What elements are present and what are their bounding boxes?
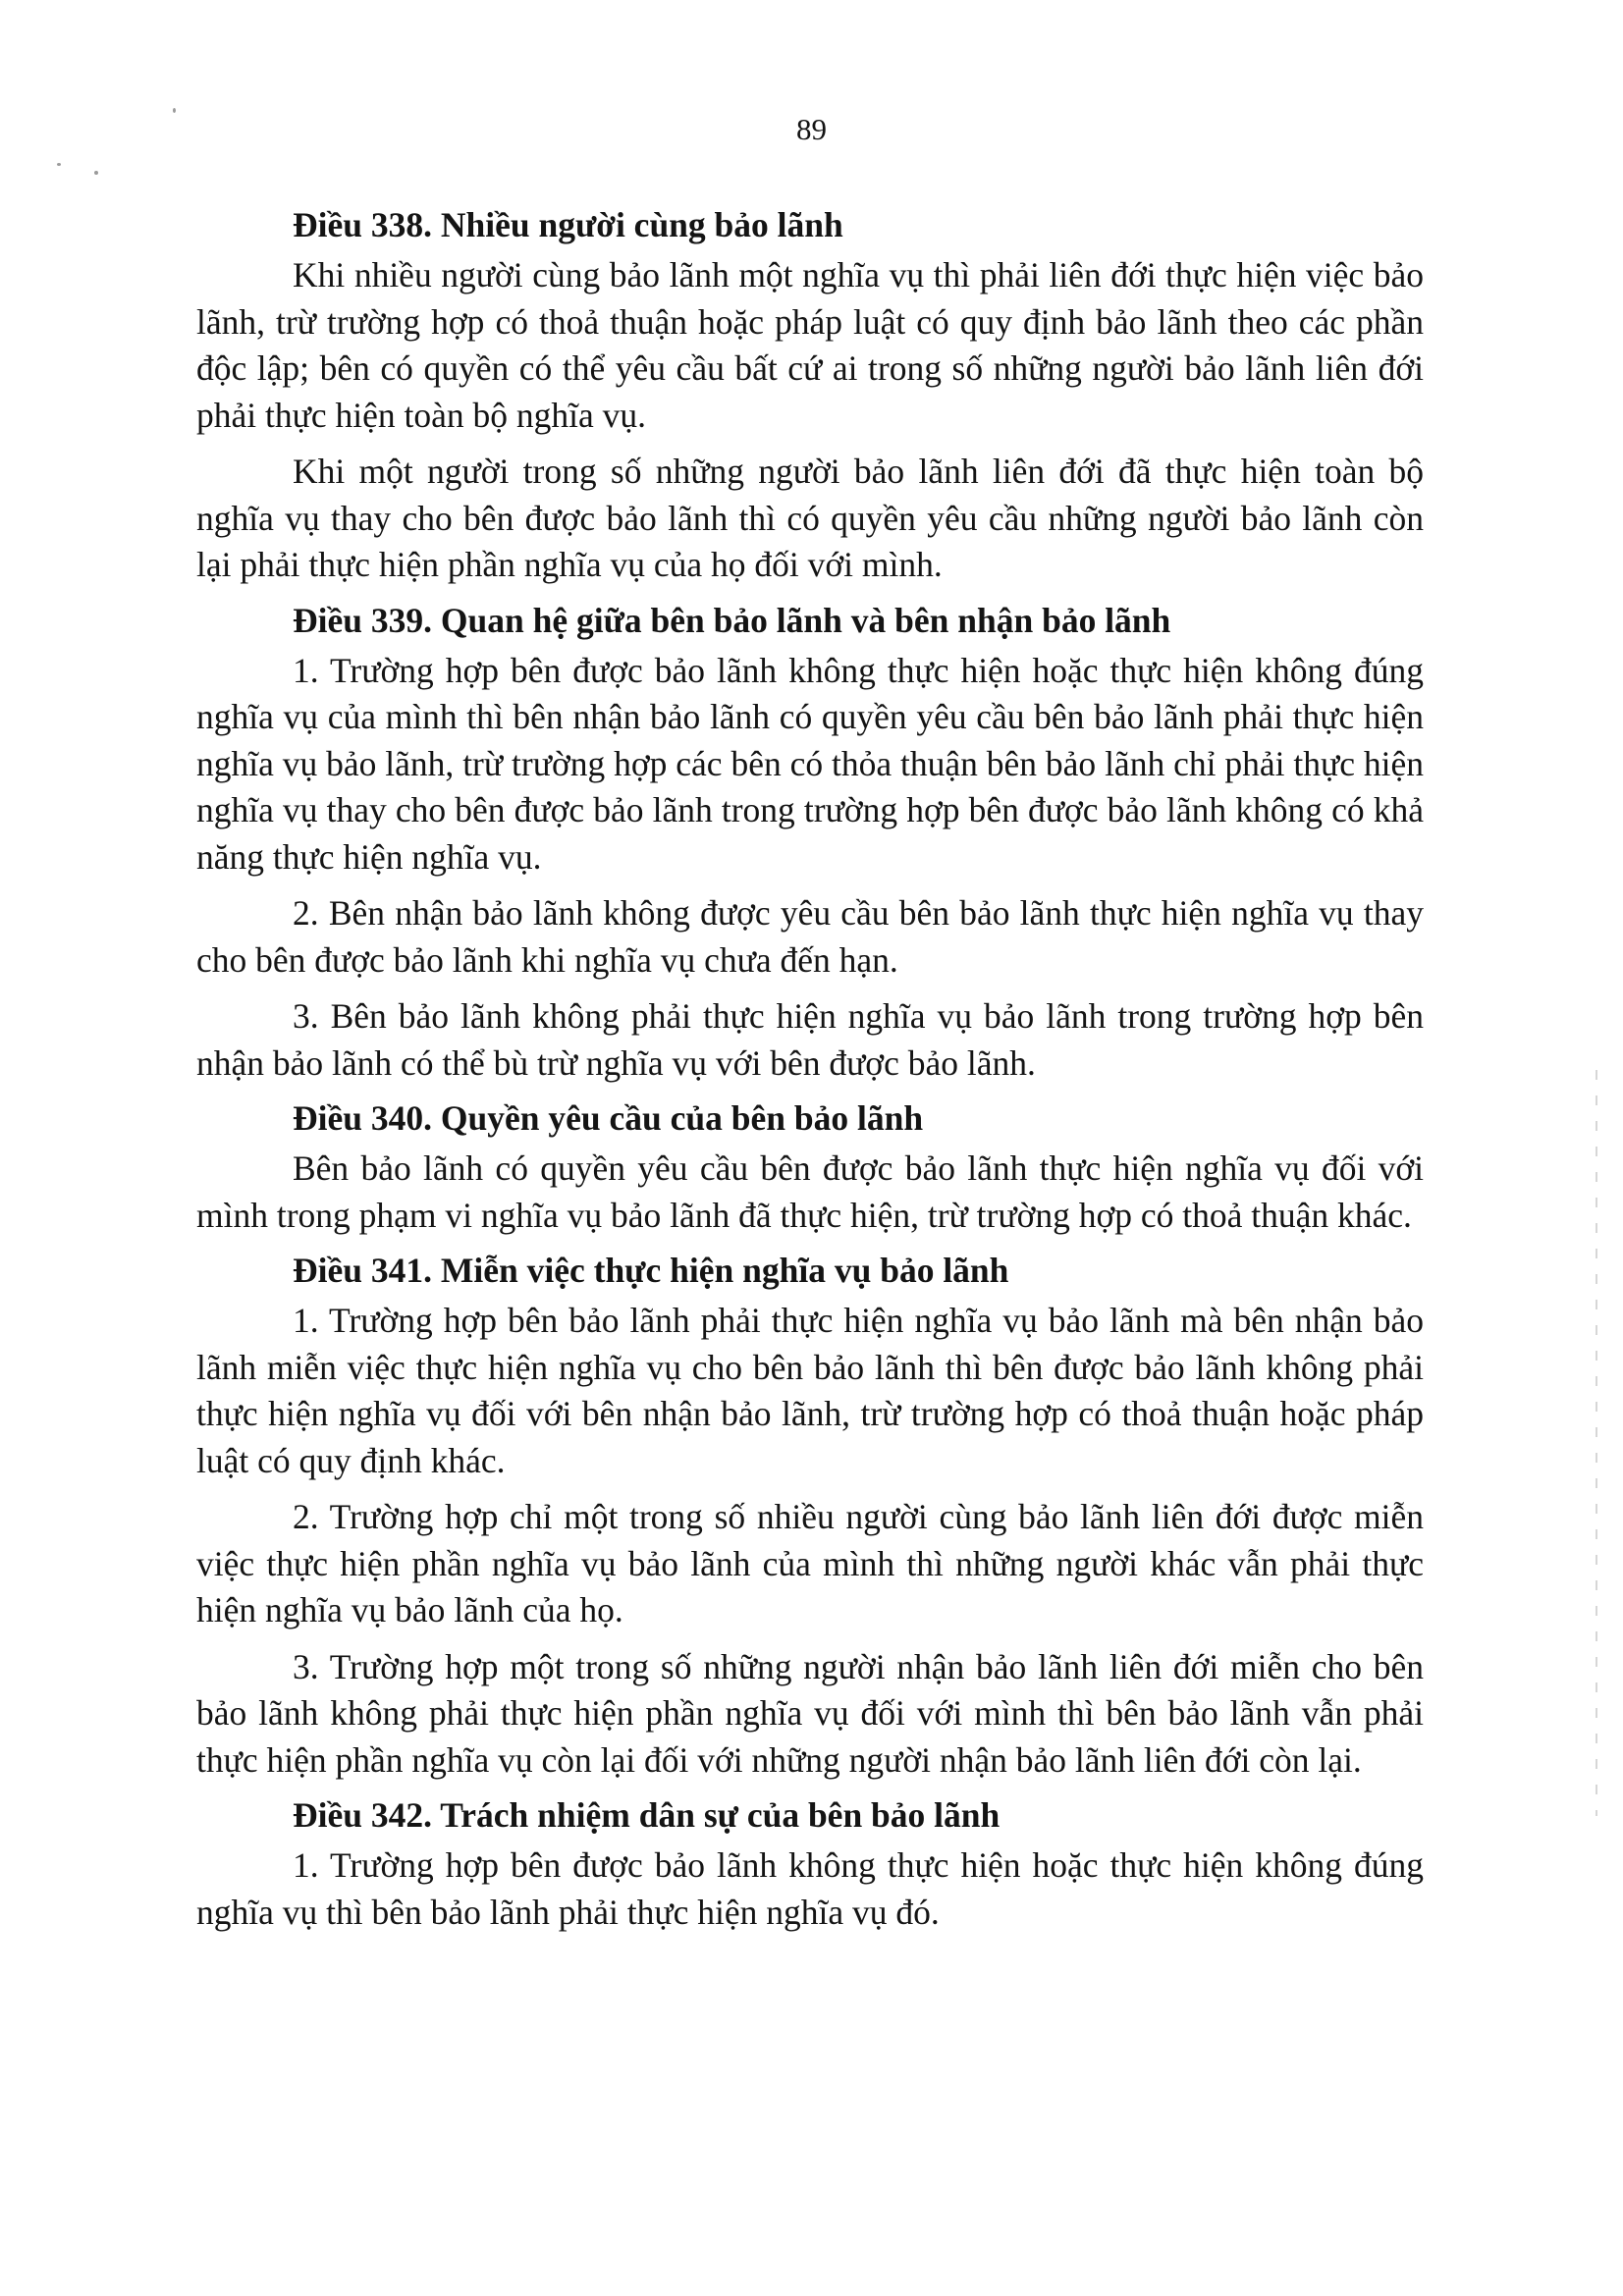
scan-edge-mark: [1596, 1070, 1597, 1816]
paragraph: 2. Trường hợp chỉ một trong số nhiều người cùng bảo lãnh liên đới được miễn việc thực hiện phần nghĩa vụ bảo lãnh của mình thì những người khác vẫn phải thực hiện nghĩa vụ bảo lãnh của họ.: [196, 1497, 1424, 1629]
scan-speck: [94, 171, 98, 175]
article-body: [196, 202, 1424, 1936]
paragraph: 3. Bên bảo lãnh không phải thực hiện nghĩa vụ bảo lãnh trong trường hợp bên nhận bảo lãnh có thể bù trừ nghĩa vụ với bên được bảo lãnh.: [196, 996, 1424, 1083]
scan-speck: [57, 163, 61, 166]
page-number: 89: [796, 112, 827, 146]
paragraph: Khi nhiều người cùng bảo lãnh một nghĩa vụ thì phải liên đới thực hiện việc bảo lãnh, trừ trường hợp có thoả thuận hoặc pháp luật có quy định bảo lãnh theo các phần độc lập; bên có quyền có thể yêu cầu bất cứ ai trong số những người bảo lãnh liên đới phải thực hiện toàn bộ nghĩa vụ.: [196, 255, 1424, 435]
paragraph: Bên bảo lãnh có quyền yêu cầu bên được bảo lãnh thực hiện nghĩa vụ đối với mình trong phạm vi nghĩa vụ bảo lãnh đã thực hiện, trừ trường hợp có thoả thuận khác.: [196, 1148, 1424, 1235]
article-heading: Điều 341. Miễn việc thực hiện nghĩa vụ bảo lãnh: [293, 1251, 1009, 1290]
paragraph: Khi một người trong số những người bảo lãnh liên đới đã thực hiện toàn bộ nghĩa vụ thay cho bên được bảo lãnh thì có quyền yêu cầu những người bảo lãnh còn lại phải thực hiện phần nghĩa vụ của họ đối với mình.: [196, 452, 1424, 584]
paragraph: 3. Trường hợp một trong số những người nhận bảo lãnh liên đới miễn cho bên bảo lãnh không phải thực hiện phần nghĩa vụ đối với mình thì bên bảo lãnh vẫn phải thực hiện phần nghĩa vụ còn lại đối với những người nhận bảo lãnh liên đới còn lại.: [196, 1646, 1424, 1780]
paragraph: 1. Trường hợp bên được bảo lãnh không thực hiện hoặc thực hiện không đúng nghĩa vụ của mình thì bên nhận bảo lãnh có quyền yêu cầu bên bảo lãnh phải thực hiện nghĩa vụ bảo lãnh, trừ trường hợp các bên có thỏa thuận bên bảo lãnh chỉ phải thực hiện nghĩa vụ thay cho bên được bảo lãnh trong trường hợp bên được bảo lãnh không có khả năng thực hiện nghĩa vụ.: [196, 650, 1424, 877]
paragraph: 1. Trường hợp bên được bảo lãnh không thực hiện hoặc thực hiện không đúng nghĩa vụ thì bên bảo lãnh phải thực hiện nghĩa vụ đó.: [196, 1845, 1424, 1932]
article-heading: Điều 340. Quyền yêu cầu của bên bảo lãnh: [293, 1098, 924, 1138]
paragraph: 2. Bên nhận bảo lãnh không được yêu cầu bên bảo lãnh thực hiện nghĩa vụ thay cho bên được bảo lãnh khi nghĩa vụ chưa đến hạn.: [196, 893, 1424, 980]
article-heading: Điều 338. Nhiều người cùng bảo lãnh: [293, 205, 843, 244]
article-heading: Điều 339. Quan hệ giữa bên bảo lãnh và bên nhận bảo lãnh: [293, 600, 1171, 640]
paragraph: 1. Trường hợp bên bảo lãnh phải thực hiện nghĩa vụ bảo lãnh mà bên nhận bảo lãnh miễn việc thực hiện nghĩa vụ cho bên bảo lãnh thì bên được bảo lãnh không phải thực hiện nghĩa vụ đối với bên nhận bảo lãnh, trừ trường hợp có thoả thuận hoặc pháp luật có quy định khác.: [196, 1301, 1424, 1480]
article-heading: Điều 342. Trách nhiệm dân sự của bên bảo lãnh: [293, 1795, 1001, 1835]
